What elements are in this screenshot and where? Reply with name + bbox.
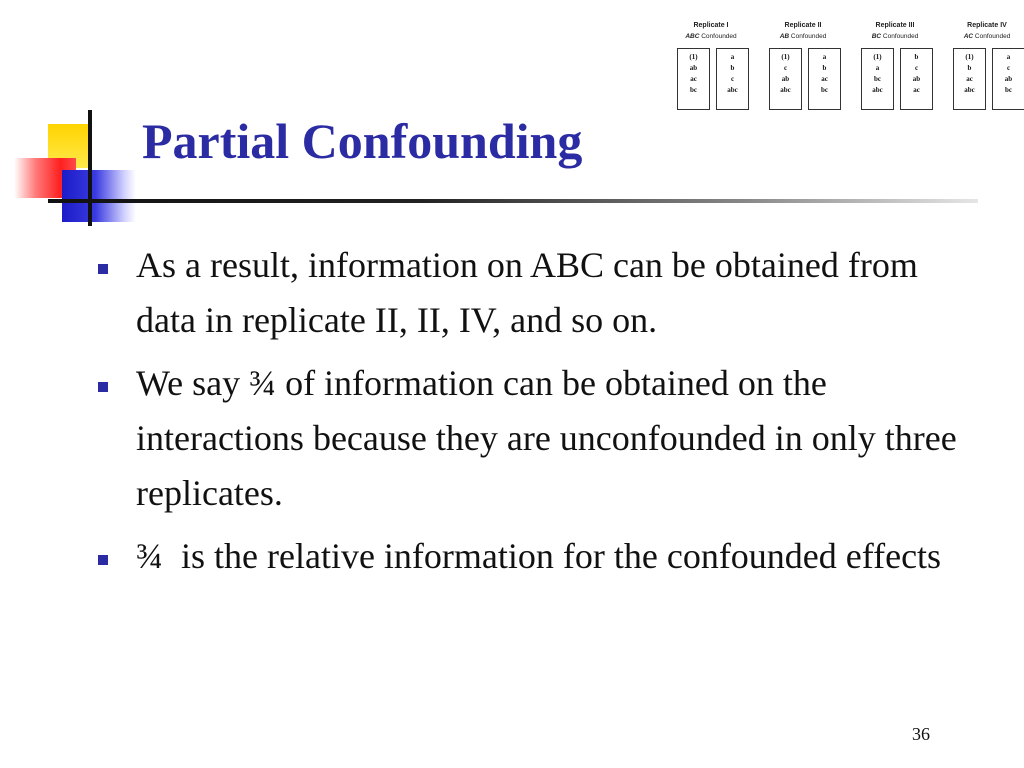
replicate-4	[944, 18, 1024, 114]
replicate-1	[668, 18, 754, 114]
replicate-block-1	[861, 48, 894, 110]
bullet-square-icon	[98, 382, 108, 392]
logo-blue-square	[62, 170, 136, 222]
treatment-cell: c	[914, 64, 919, 72]
treatment-cell: (1)	[689, 53, 698, 61]
replicate-title: Replicate I	[693, 22, 729, 29]
replicate-block-1	[677, 48, 710, 110]
treatment-cell: b	[822, 64, 827, 72]
treatment-cell: c	[783, 64, 788, 72]
replicate-block-1	[953, 48, 986, 110]
treatment-cell: a	[730, 53, 735, 61]
slide-logo-decoration	[0, 100, 150, 230]
bullet-text: ¾ is the relative information for the confounded effects	[136, 536, 942, 576]
treatment-cell: b	[914, 53, 919, 61]
logo-vertical-line	[88, 110, 92, 226]
treatment-cell: ac	[690, 75, 697, 83]
treatment-cell: bc	[690, 86, 697, 94]
treatment-cell: ab	[912, 75, 921, 83]
treatment-cell: ab	[781, 75, 790, 83]
replicate-block-2	[808, 48, 841, 110]
title-underline	[48, 199, 978, 203]
treatment-cell: bc	[821, 86, 828, 94]
treatment-cell: a	[875, 64, 880, 72]
replicate-3	[852, 18, 938, 114]
treatment-cell: ac	[966, 75, 973, 83]
bullet-item	[98, 529, 958, 584]
treatment-cell: bc	[1005, 86, 1012, 94]
bullet-square-icon	[98, 555, 108, 565]
bullet-text: As a result, information on ABC can be obtained from data in replicate II, II, IV, and so on.	[136, 245, 918, 340]
treatment-cell: (1)	[965, 53, 974, 61]
bullet-list	[98, 238, 958, 592]
treatment-cell: abc	[727, 86, 738, 94]
treatment-cell: bc	[874, 75, 881, 83]
treatment-cell: (1)	[873, 53, 882, 61]
replicate-title: Replicate IV	[967, 22, 1007, 29]
replicate-block-1	[769, 48, 802, 110]
treatment-cell: ac	[913, 86, 920, 94]
replicate-block-2	[992, 48, 1024, 110]
page-number: 36	[912, 724, 930, 744]
bullet-item	[98, 238, 958, 348]
replicate-title: Replicate III	[875, 22, 915, 29]
treatment-cell: b	[967, 64, 972, 72]
treatment-cell: abc	[964, 86, 975, 94]
replicate-confounded-label: AB Confounded	[779, 33, 827, 40]
treatment-cell: ac	[821, 75, 828, 83]
replicate-block-2	[900, 48, 933, 110]
treatment-cell: ab	[1004, 75, 1013, 83]
replicate-title: Replicate II	[784, 22, 822, 29]
replicate-2	[760, 18, 846, 114]
treatment-cell: ab	[689, 64, 698, 72]
treatment-cell: abc	[780, 86, 791, 94]
bullet-square-icon	[98, 264, 108, 274]
treatment-cell: abc	[872, 86, 883, 94]
replicate-confounded-label: AC Confounded	[963, 33, 1011, 40]
treatment-cell: c	[730, 75, 735, 83]
slide-title: Partial Confounding	[142, 113, 583, 169]
treatment-cell: a	[822, 53, 827, 61]
replicate-block-2	[716, 48, 749, 110]
replicate-confounded-label: BC Confounded	[871, 33, 919, 40]
replicates-figure	[668, 18, 1020, 114]
treatment-cell: (1)	[781, 53, 790, 61]
bullet-text: We say ¾ of information can be obtained on the interactions because they are unconfounded in only three replicates.	[136, 363, 957, 513]
replicate-confounded-label: ABC Confounded	[685, 33, 737, 40]
treatment-cell: c	[1006, 64, 1011, 72]
bullet-item	[98, 356, 958, 521]
treatment-cell: a	[1006, 53, 1011, 61]
treatment-cell: b	[730, 64, 735, 72]
